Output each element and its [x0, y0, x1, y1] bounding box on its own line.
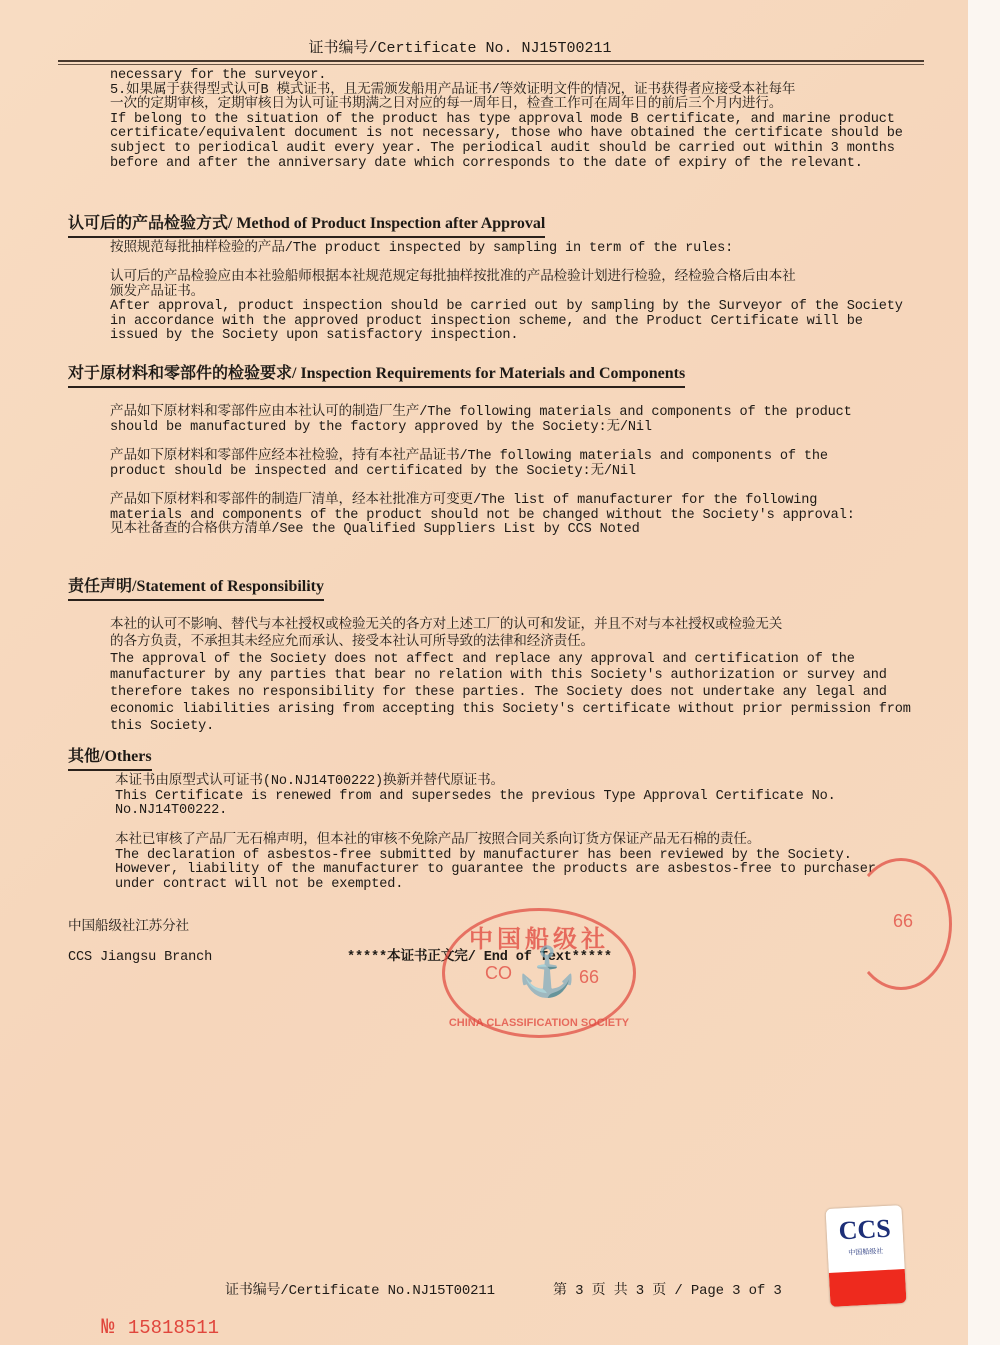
paragraph-line: therefore takes no responsibility for these parties. The Society does not undertake any legal and	[110, 685, 887, 701]
paragraph-line: The approval of the Society does not affect and replace any approval and certification of the	[110, 651, 855, 667]
paragraph-line: 见本社备查的合格供方清单/See the Qualified Suppliers List by CCS Noted	[110, 522, 640, 538]
serial-value: 15818511	[127, 1317, 220, 1339]
paragraph-line: certificate/equivalent document is not necessary, those who have obtained the certificate should be	[110, 126, 903, 142]
paragraph-line: No.NJ14T00222.	[115, 803, 228, 819]
seal-code: 66	[893, 911, 914, 931]
section-heading: 对于原材料和零部件的检验要求/ Inspection Requirements for Materials and Components	[68, 360, 685, 388]
partial-seal-stamp	[850, 858, 952, 990]
paragraph-line: 颁发产品证书。	[110, 284, 205, 300]
branch-name-en: CCS Jiangsu Branch	[68, 950, 213, 965]
paragraph-line: If belong to the situation of the product has type approval mode B certificate, and marine product	[110, 111, 895, 127]
footer-certificate-no: 证书编号/Certificate No.NJ15T00211	[225, 1283, 495, 1299]
paragraph-line: economic liabilities arising from accepting this Society's certificate without prior permission from	[110, 702, 911, 717]
scan-edge	[968, 0, 1000, 1345]
paragraph-line: issued by the Society upon satisfactory inspection.	[110, 328, 519, 344]
page-number: 第 3 页 共 3 页 / Page 3 of 3	[553, 1283, 782, 1299]
anchor-icon: ⚓	[517, 946, 577, 999]
certificate-header: 证书编号/Certificate No. NJ15T00211	[308, 40, 612, 57]
serial-prefix: №	[101, 1315, 115, 1340]
seal-top-text: 中国船级社	[469, 926, 609, 953]
paragraph-line: After approval, product inspection should be carried out by sampling by the Surveyor of the Society	[110, 299, 903, 315]
paragraph-line: this Society.	[110, 718, 215, 734]
seal-code-right: 66	[579, 967, 600, 987]
paragraph-line: However, liability of the manufacturer to guarantee the products are asbestos-free to purchaser	[115, 862, 876, 878]
section-heading: 责任声明/Statement of Responsibility	[68, 573, 324, 601]
paragraph-line: 产品如下原材料和零部件应经本社检验，持有本社产品证书/The following materials and components of the	[110, 449, 828, 464]
serial-number	[75, 1290, 219, 1340]
seal-code-left: CO	[485, 963, 512, 983]
paragraph-line: 本社的认可不影响、替代与本社授权或检验无关的各方对上述工厂的认可和发证，并且不对与本社授权或检验无关	[110, 618, 783, 633]
paragraph-line: The declaration of asbestos-free submitted by manufacturer has been reviewed by the Society.	[115, 847, 852, 863]
paragraph-line: product should be inspected and certificated by the Society:无/Nil	[110, 463, 636, 479]
ccs-logo-text: CCS	[837, 1213, 892, 1246]
paragraph-line: necessary for the surveyor.	[110, 68, 327, 83]
header-rule-secondary	[58, 64, 924, 65]
paragraph-line: 按照规范每批抽样检验的产品/The product inspected by sampling in term of the rules:	[110, 241, 734, 256]
paragraph-line: should be manufactured by the factory approved by the Society:无/Nil	[110, 419, 652, 435]
section-heading: 其他/Others	[68, 743, 152, 771]
paragraph-line: 产品如下原材料和零部件应由本社认可的制造厂生产/The following materials and components of the product	[110, 405, 852, 420]
paragraph-line: subject to periodical audit every year. The periodical audit should be carried out within 3 months	[110, 141, 895, 156]
end-of-text: *****本证书正文完/ End of Text*****	[347, 950, 612, 965]
ccs-logo	[825, 1205, 906, 1307]
paragraph-line: before and after the anniversary date which corresponds to the date of expiry of the relevant.	[110, 155, 863, 171]
paragraph-line: 本社已审核了产品厂无石棉声明，但本社的审核不免除产品厂按照合同关系向订货方保证产品无石棉的责任。	[115, 833, 761, 848]
branch-name-cn: 中国船级社江苏分社	[68, 920, 189, 935]
section-heading: 认可后的产品检验方式/ Method of Product Inspection after Approval	[68, 210, 545, 238]
paragraph-line: under contract will not be exempted.	[115, 876, 404, 892]
header-rule	[58, 60, 924, 62]
paragraph-line: materials and components of the product should not be changed without the Society's approval:	[110, 507, 855, 523]
seal-bottom-text: CHINA CLASSIFICATION SOCIETY	[448, 1017, 630, 1029]
paragraph-line: 本证书由原型式认可证书(No.NJ14T00222)换新并替代原证书。	[115, 774, 504, 789]
paragraph-line: 产品如下原材料和零部件的制造厂清单，经本社批准方可变更/The list of manufacturer for the following	[110, 493, 818, 508]
ccs-logo-subtitle: 中国船级社	[848, 1248, 884, 1258]
paragraph-line: 认可后的产品检验应由本社验船师根据本社规范规定每批抽样按批准的产品检验计划进行检验，经检验合格后由本社	[110, 270, 796, 285]
paragraph-line: This Certificate is renewed from and supersedes the previous Type Approval Certificate No.	[115, 788, 836, 804]
paragraph-line: 一次的定期审核，定期审核日为认可证书期满之日对应的每一周年日，检查工作可在周年日的前后三个月内进行。	[110, 97, 783, 113]
paragraph-line: manufacturer by any parties that bear no relation with this Society's authorization or survey and	[110, 668, 887, 684]
ccs-seal-stamp	[442, 908, 636, 1038]
paragraph-line: in accordance with the approved product inspection scheme, and the Product Certificate will be	[110, 313, 863, 329]
paragraph-line: 5.如果属于获得型式认可B 模式证书，且无需颁发船用产品证书/等效证明文件的情况，证书获得者应接受本社每年	[110, 82, 796, 98]
paragraph-line: 的各方负责，不承担其未经应允而承认、接受本社认可所导致的法律和经济责任。	[110, 634, 594, 650]
